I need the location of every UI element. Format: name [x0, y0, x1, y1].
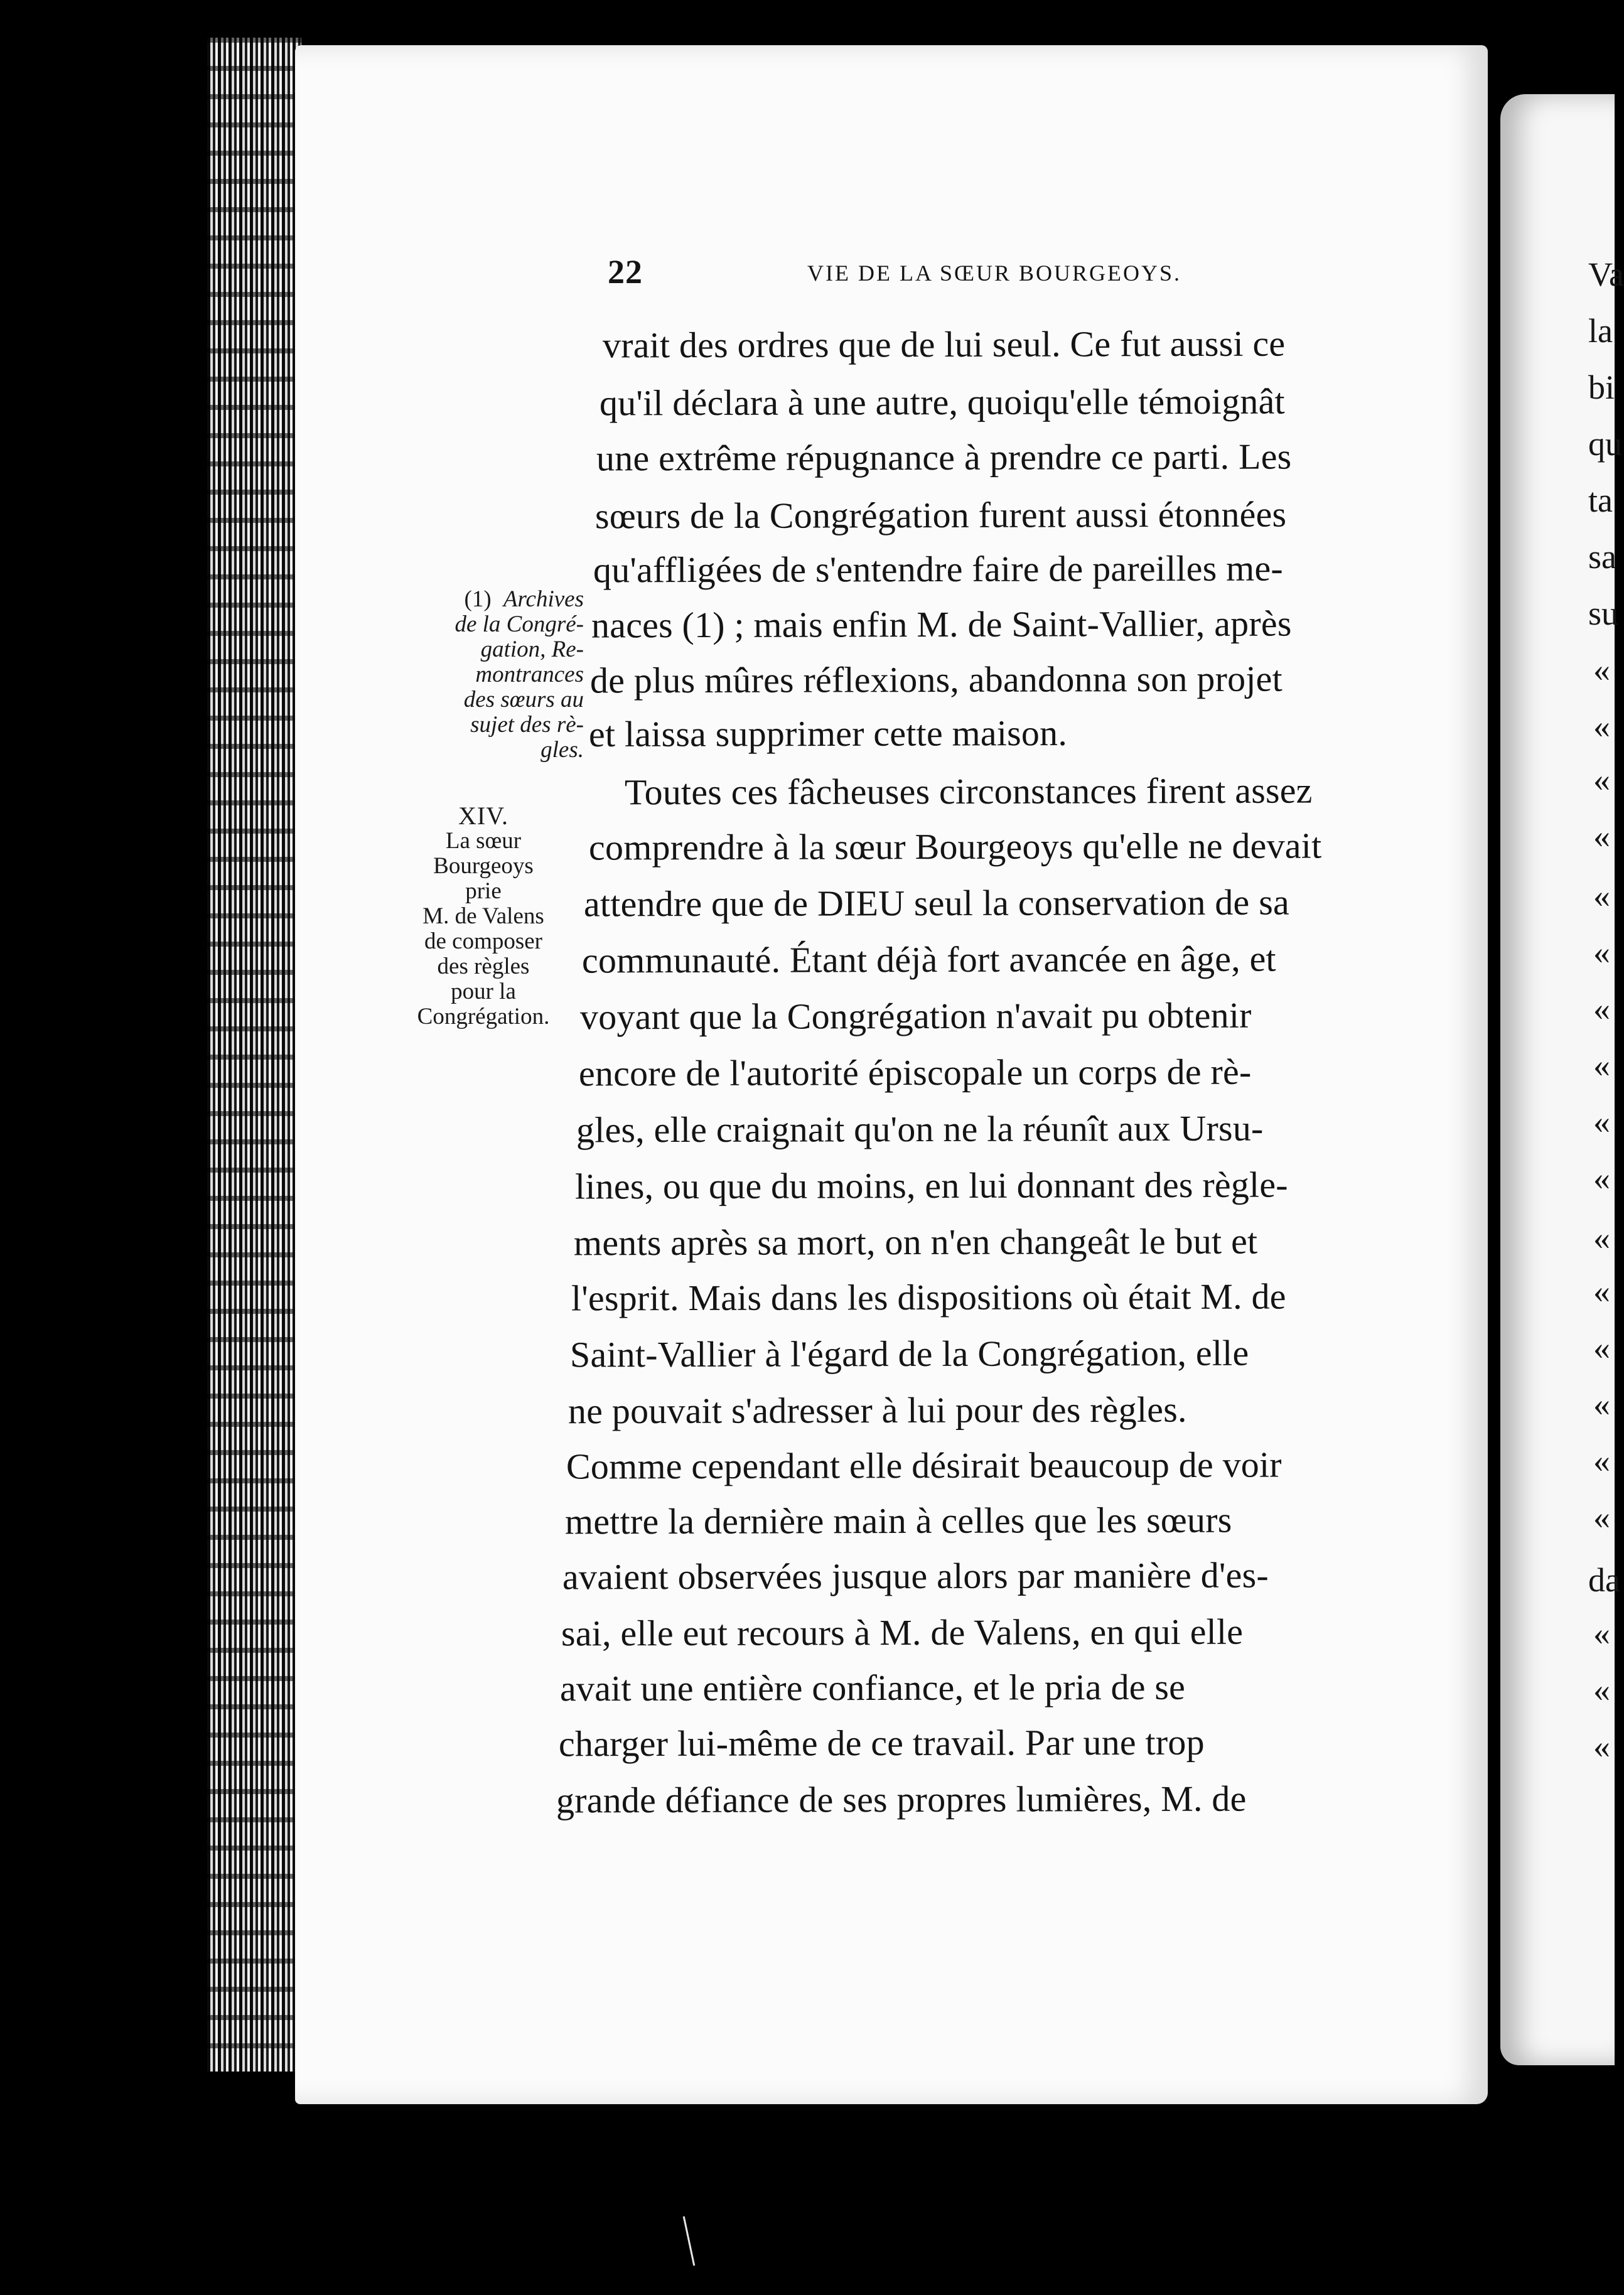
- running-title: VIE DE LA SŒUR BOURGEOYS.: [807, 261, 1182, 286]
- next-page-fragment: «: [1593, 1442, 1610, 1480]
- body-line: qu'affligées de s'entendre faire de pareilles me-: [593, 547, 1283, 591]
- body-line: charger lui-même de ce travail. Par une trop: [558, 1721, 1205, 1765]
- body-line: mettre la dernière main à celles que les sœurs: [564, 1499, 1232, 1542]
- body-line: Saint-Vallier à l'égard de la Congrégation, elle: [569, 1332, 1249, 1375]
- next-page-fragment: sa: [1588, 538, 1616, 576]
- body-line: l'esprit. Mais dans les dispositions où était M. de: [571, 1276, 1286, 1319]
- next-page-fragment: Va: [1588, 255, 1624, 293]
- body-line: comprendre à la sœur Bourgeoys qu'elle ne devait: [588, 825, 1322, 868]
- footnote-line: Archives: [503, 586, 584, 612]
- section-number: XIV.: [458, 802, 508, 830]
- body-line: sœurs de la Congrégation furent aussi étonnées: [594, 493, 1287, 537]
- next-page-fragment: «: [1593, 1159, 1610, 1197]
- section-note-line: de composer: [424, 928, 543, 954]
- next-page-fragment: bi: [1588, 368, 1615, 406]
- body-line: de plus mûres réflexions, abandonna son projet: [589, 658, 1283, 701]
- body-line: lines, ou que du moins, en lui donnant des règle-: [574, 1164, 1288, 1207]
- next-page-fragment: «: [1593, 1498, 1610, 1536]
- body-line: qu'il déclara à une autre, quoiqu'elle témoignât: [599, 380, 1285, 424]
- section-note-line: pour la: [451, 979, 516, 1004]
- next-page-fragment: «: [1593, 1219, 1610, 1257]
- body-line: sai, elle eut recours à M. de Valens, en qui elle: [561, 1611, 1244, 1654]
- margin-footnote: [395, 587, 584, 763]
- footnote-line: des sœurs au: [463, 687, 584, 712]
- body-line: une extrême répugnance à prendre ce parti. Les: [596, 436, 1292, 479]
- next-page-fragment: la: [1588, 312, 1613, 350]
- page-number: 22: [608, 253, 643, 291]
- next-page-fragment: «: [1593, 1046, 1610, 1084]
- next-page-fragment: «: [1593, 651, 1610, 689]
- body-line: avait une entière confiance, et le pria de se: [559, 1666, 1186, 1709]
- body-line: vrait des ordres que de lui seul. Ce fut aussi ce: [602, 323, 1286, 366]
- footnote-line: de la Congré-: [454, 611, 584, 637]
- next-page-fragment: su: [1588, 594, 1619, 632]
- next-page-sliver: [1500, 94, 1624, 2065]
- next-page-fragment: «: [1593, 1615, 1610, 1652]
- section-note-line: M. de Valens: [422, 903, 544, 929]
- body-line: ne pouvait s'adresser à lui pour des règles.: [567, 1389, 1187, 1432]
- next-page-fragment: da: [1588, 1561, 1620, 1599]
- next-page-fragment: ta: [1588, 481, 1613, 519]
- next-page-fragment: «: [1593, 1103, 1610, 1141]
- next-page-fragment: «: [1593, 1329, 1610, 1367]
- next-page-fragment: «: [1593, 1385, 1610, 1423]
- footnote-line: montrances: [475, 662, 584, 687]
- next-page-fragment: «: [1593, 761, 1610, 798]
- footnote-ref: (1): [464, 586, 492, 612]
- body-line: ments après sa mort, on n'en changeât le but et: [573, 1220, 1258, 1264]
- next-page-fragment: qu: [1588, 425, 1622, 463]
- body-line: gles, elle craignait qu'on ne la réunît aux Ursu-: [576, 1107, 1264, 1151]
- section-note-line: Bourgeoys: [433, 853, 534, 879]
- body-line: naces (1) ; mais enfin M. de Saint-Vallier, après: [591, 603, 1292, 646]
- section-note-line: La sœur: [445, 828, 522, 854]
- body-line: encore de l'autorité épiscopale un corps de rè-: [578, 1051, 1252, 1094]
- footnote-line: gation, Re-: [480, 637, 584, 662]
- body-line: grande défiance de ses propres lumières, M. de: [556, 1778, 1247, 1821]
- body-line: communauté. Étant déjà fort avancée en âge, et: [581, 938, 1276, 981]
- body-line: Toutes ces fâcheuses circonstances firent assez: [624, 770, 1313, 813]
- stray-mark: [683, 2217, 696, 2266]
- next-page-fragment: «: [1593, 1728, 1610, 1765]
- section-note-line: des règles: [437, 954, 530, 979]
- next-page-fragment: «: [1593, 990, 1610, 1028]
- next-page-fragment: «: [1593, 933, 1610, 971]
- section-note-line: Congrégation.: [417, 1004, 550, 1029]
- running-head: [608, 252, 1240, 290]
- next-page-fragment: «: [1593, 707, 1610, 745]
- next-page-fragment: «: [1593, 1671, 1610, 1709]
- body-line: et laissa supprimer cette maison.: [588, 712, 1068, 755]
- body-line: attendre que de DIEU seul la conservation de sa: [583, 881, 1289, 925]
- next-page-fragment: «: [1593, 1272, 1610, 1310]
- footnote-line: gles.: [540, 737, 584, 763]
- footnote-line: sujet des rè-: [470, 712, 584, 738]
- body-line: voyant que la Congrégation n'avait pu obtenir: [579, 994, 1252, 1038]
- page-edges: [207, 38, 301, 2072]
- body-line: avaient observées jusque alors par manière d'es-: [562, 1554, 1269, 1598]
- next-page-fragment: «: [1593, 817, 1610, 855]
- body-line: Comme cependant elle désirait beaucoup de voir: [566, 1444, 1282, 1487]
- next-page-fragment: «: [1593, 877, 1610, 915]
- section-note-line: prie: [465, 878, 502, 904]
- margin-section-note: [392, 804, 574, 1029]
